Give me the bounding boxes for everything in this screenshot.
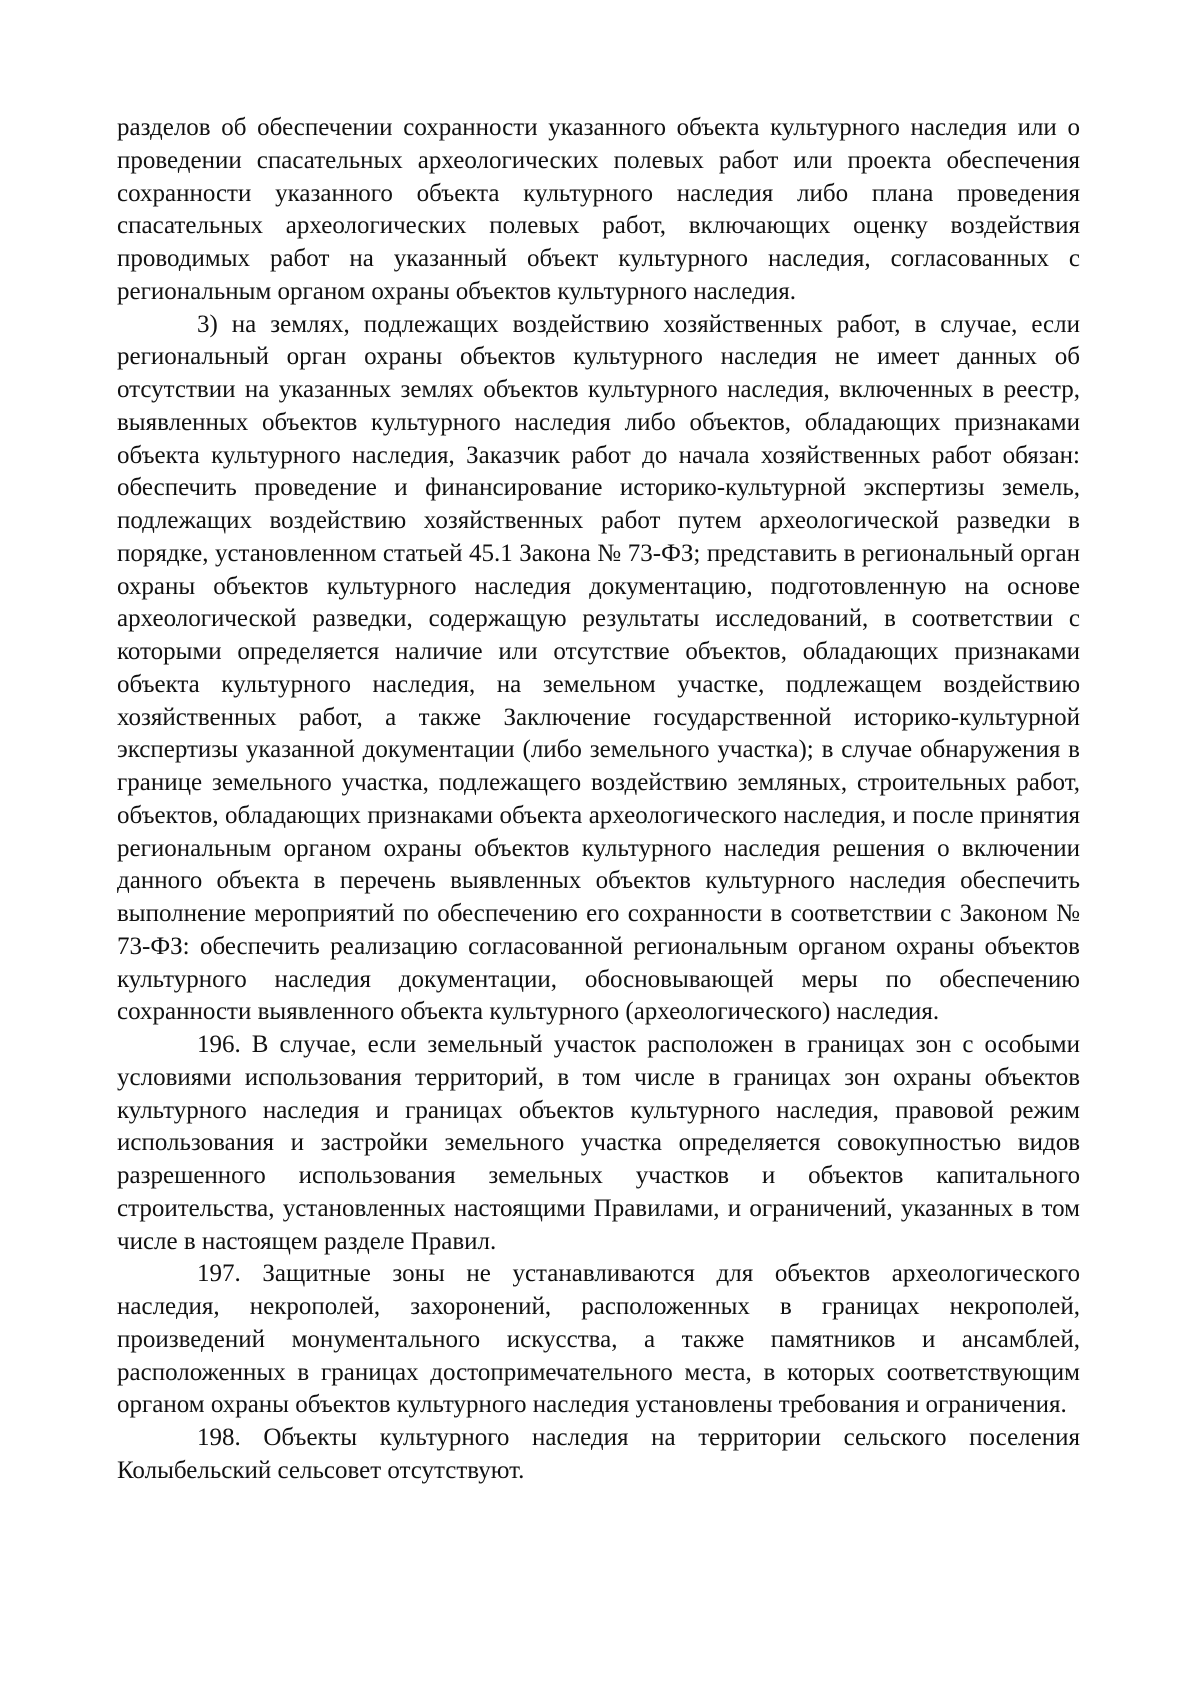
paragraph-continuation: разделов об обеспечении сохранности указанного объекта культурного наследия или о проведении спасательных археологических полевых работ или проекта обеспечения сохранности указанного объекта культурного наследия либо плана проведения спасательных археологических полевых работ, включающих оценку воздействия проводимых работ на указанный объект культурного наследия, согласованных с региональным органом охраны объектов культурного наследия. — [117, 114, 1080, 305]
paragraph-198: 198. Объекты культурного наследия на территории сельского поселения Колыбельский сельсовет отсутствуют. — [117, 1424, 1080, 1484]
document-body — [117, 112, 1080, 1488]
paragraph-197: 197. Защитные зоны не устанавливаются для объектов археологического наследия, некрополей, захоронений, расположенных в границах некрополей, произведений монументального искусства, а также памятников и ансамблей, расположенных в границах достопримечательного места, в которых соответствующим органом охраны объектов культурного наследия установлены требования и ограничения. — [117, 1260, 1080, 1419]
paragraph-item-3: 3) на землях, подлежащих воздействию хозяйственных работ, в случае, если региональный орган охраны объектов культурного наследия не имеет данных об отсутствии на указанных землях объектов культурного наследия, включенных в реестр, выявленных объектов культурного наследия либо объектов, обладающих признаками объекта культурного наследия, Заказчик работ до начала хозяйственных работ обязан: обеспечить проведение и финансирование историко-культурной экспертизы земель, подлежащих воздействию хозяйственных работ путем археологической разведки в порядке, установленном статьей 45.1 Закона № 73-ФЗ; представить в региональный орган охраны объектов культурного наследия документацию, подготовленную на основе археологической разведки, содержащую результаты исследований, в соответствии с которыми определяется наличие или отсутствие объектов, обладающих признаками объекта культурного наследия, на земельном участке, подлежащем воздействию хозяйственных работ, а также Заключение государственной историко-культурной экспертизы указанной документации (либо земельного участка); в случае обнаружения в границе земельного участка, подлежащего воздействию земляных, строительных работ, объектов, обладающих признаками объекта археологического наследия, и после принятия региональным органом охраны объектов культурного наследия решения о включении данного объекта в перечень выявленных объектов культурного наследия обеспечить выполнение мероприятий по обеспечению его сохранности в соответствии с Законом № 73-ФЗ: обеспечить реализацию согласованной региональным органом охраны объектов культурного наследия документации, обосновывающей меры по обеспечению сохранности выявленного объекта культурного (археологического) наследия. — [117, 310, 1080, 1026]
paragraph-196: 196. В случае, если земельный участок расположен в границах зон с особыми условиями использования территорий, в том числе в границах зон охраны объектов культурного наследия и границах объектов культурного наследия, правовой режим использования и застройки земельного участка определяется совокупностью видов разрешенного использования земельных участков и объектов капитального строительства, установленных настоящими Правилами, и ограничений, указанных в том числе в настоящем разделе Правил. — [117, 1031, 1080, 1255]
